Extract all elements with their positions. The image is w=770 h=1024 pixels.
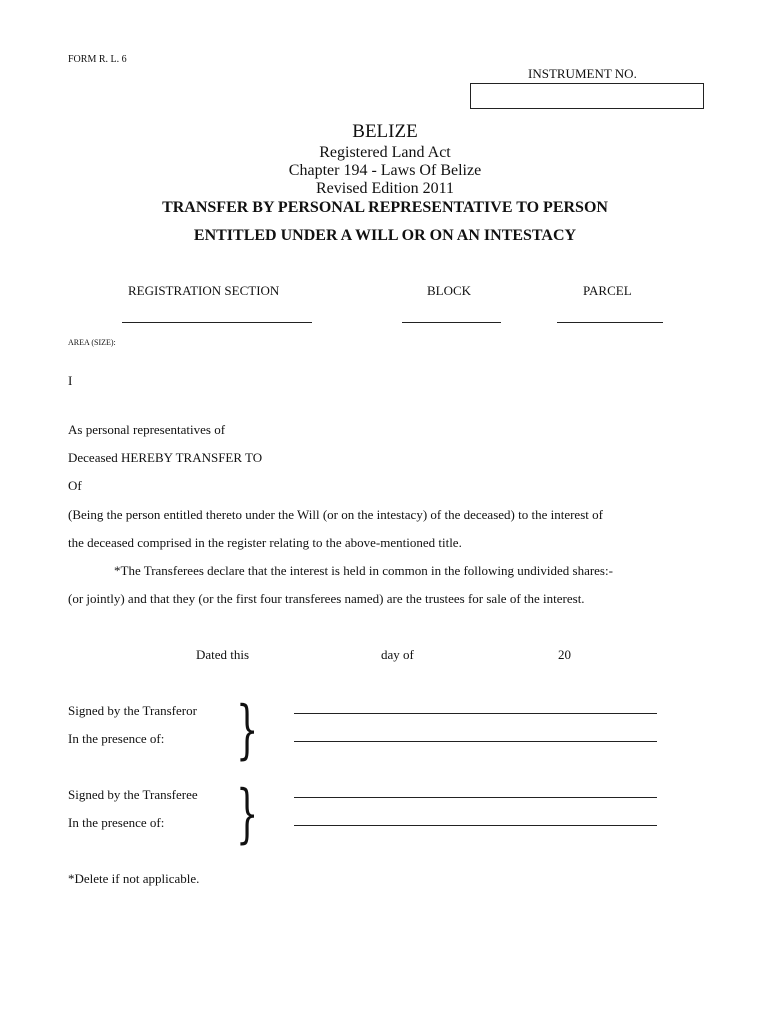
personal-representatives-text: As personal representatives of <box>68 422 226 437</box>
act-title: Registered Land Act <box>319 144 451 161</box>
first-person-label: I <box>68 373 73 388</box>
transferee-signature-line[interactable] <box>294 797 657 798</box>
transferee-witness-label: In the presence of: <box>68 815 165 830</box>
parcel-line[interactable] <box>557 322 663 323</box>
document-title-line2: ENTITLED UNDER A WILL OR ON AN INTESTACY <box>193 227 577 244</box>
document-title-line1: TRANSFER BY PERSONAL REPRESENTATIVE TO PERSON <box>162 199 608 216</box>
transferees-declaration-line1: *The Transferees declare that the interest is held in common in the following undivided shares:- <box>114 563 613 578</box>
entitlement-text-line1: (Being the person entitled thereto under the Will (or on the intestacy) of the deceased) to the interest of <box>68 507 603 522</box>
transferor-brace: } <box>236 693 259 767</box>
area-label: AREA (SIZE): <box>68 338 116 347</box>
transferor-signature-line[interactable] <box>294 713 657 714</box>
block-label: BLOCK <box>427 283 472 298</box>
entitlement-text-line2: the deceased comprised in the register relating to the above-mentioned title. <box>68 535 462 550</box>
form-code: FORM R. L. 6 <box>68 54 127 65</box>
edition-title: Revised Edition 2011 <box>315 180 455 197</box>
registration-section-label: REGISTRATION SECTION <box>128 283 280 298</box>
day-of-label: day of <box>381 647 414 662</box>
transferee-brace: } <box>236 777 259 851</box>
transferor-witness-label: In the presence of: <box>68 731 165 746</box>
year-prefix: 20 <box>558 647 571 662</box>
dated-this-label: Dated this <box>196 647 250 662</box>
transferee-witness-line[interactable] <box>294 825 657 826</box>
footnote: *Delete if not applicable. <box>68 871 200 886</box>
country-title: BELIZE <box>352 121 418 142</box>
signed-transferee-label: Signed by the Transferee <box>68 787 198 802</box>
transferees-declaration-line2: (or jointly) and that they (or the first four transferees named) are the trustees for sale of the interest. <box>68 591 585 606</box>
signed-transferor-label: Signed by the Transferor <box>68 703 197 718</box>
chapter-title: Chapter 194 - Laws Of Belize <box>288 162 482 179</box>
registration-section-line[interactable] <box>122 322 312 323</box>
instrument-number-field[interactable] <box>470 83 704 109</box>
instrument-number-label: INSTRUMENT NO. <box>528 66 637 81</box>
of-label: Of <box>68 478 82 493</box>
transferor-witness-line[interactable] <box>294 741 657 742</box>
parcel-label: PARCEL <box>583 283 632 298</box>
block-line[interactable] <box>402 322 501 323</box>
deceased-transfer-text: Deceased HEREBY TRANSFER TO <box>68 450 263 465</box>
